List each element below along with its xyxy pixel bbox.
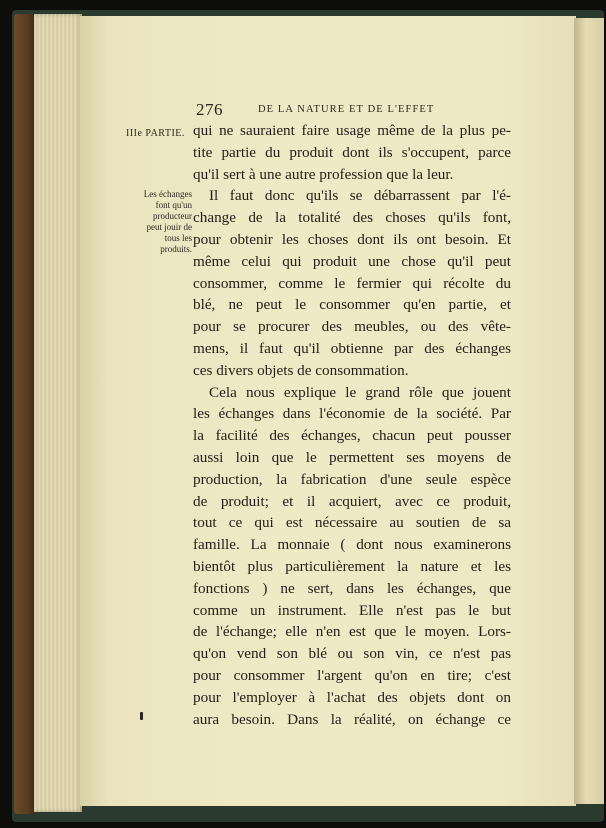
page-number: 276: [196, 100, 223, 119]
page-header: [196, 100, 508, 120]
text-line: Il faut donc qu'ils se débarrassent par l'é-: [209, 187, 511, 205]
text-line: pour l'employer à l'achat des objets dont on: [193, 688, 511, 706]
body-text: [193, 120, 511, 730]
text-line: change de la totalité des choses qu'ils font,: [193, 209, 511, 227]
text-line: de l'échange; elle n'en est que le moyen. Lors-: [193, 623, 511, 641]
text-line: tite partie du produit dont ils s'occupent, parce: [193, 143, 511, 161]
text-line: les échanges dans l'économie de la société. Par: [193, 405, 511, 423]
sidenote-line: Les échanges: [143, 189, 192, 199]
text-line: Cela nous explique le grand rôle que jouent: [209, 383, 511, 401]
ink-speck: [140, 712, 143, 720]
sidenote-line: font qu'un: [155, 200, 192, 210]
text-line: qu'on vend son blé ou son vin, ce n'est pas: [193, 645, 511, 663]
text-line: mens, il faut qu'il obtienne par des échanges: [193, 339, 511, 357]
sidenote-line: tous les: [164, 233, 192, 243]
text-line: pour obtenir les choses dont ils ont besoin. Et: [193, 230, 511, 248]
text-line: aura besoin. Dans la réalité, on échange ce: [193, 710, 511, 728]
text-line: production, la fabrication d'une seule espèce: [193, 470, 511, 488]
text-line: la facilité des échanges, chacun peut pousser: [193, 427, 511, 445]
text-line: consommer, comme le fermier qui récolte du: [193, 274, 511, 292]
sidenote-line: produits.: [160, 244, 192, 254]
text-line: comme un instrument. Elle n'est pas le but: [193, 601, 511, 619]
text-line: tout ce qui est nécessaire au soutien de sa: [193, 514, 511, 532]
text-line: famille. La monnaie ( dont nous examinerons: [193, 536, 511, 554]
text-line: qu'il sert à une autre profession que la leur.: [193, 165, 454, 183]
part-label: IIIe PARTIE.: [126, 128, 185, 139]
text-line: qui ne sauraient faire usage même de la plus pe-: [193, 122, 511, 139]
facing-page-edge: [574, 18, 604, 804]
text-line: pour consommer l'argent qu'on en tire; c'est: [193, 666, 511, 684]
text-line: de produit; et il acquiert, avec ce produit,: [193, 492, 511, 510]
text-line: aussi loin que le permettent ses moyens de: [193, 448, 511, 466]
running-title: DE LA NATURE ET DE L'EFFET: [258, 104, 435, 115]
text-line: ces divers objets de consommation.: [193, 361, 409, 379]
page-edges: [34, 14, 82, 812]
text-line: fonctions ) ne sert, dans les échanges, que: [193, 579, 511, 597]
sidenote-line: peut jouir de: [146, 222, 192, 232]
text-line: blé, ne peut le consommer qu'en partie, et: [193, 296, 511, 314]
text-line: pour se procurer des meubles, ou des vête-: [193, 318, 511, 336]
text-line: bientôt plus particulièrement la nature et les: [193, 557, 511, 575]
sidenote-line: producteur: [153, 211, 192, 221]
worn-binding-edge: [14, 14, 36, 814]
text-line: même celui qui produit une chose qu'il peut: [193, 252, 511, 270]
margin-sidenote: [124, 189, 192, 255]
